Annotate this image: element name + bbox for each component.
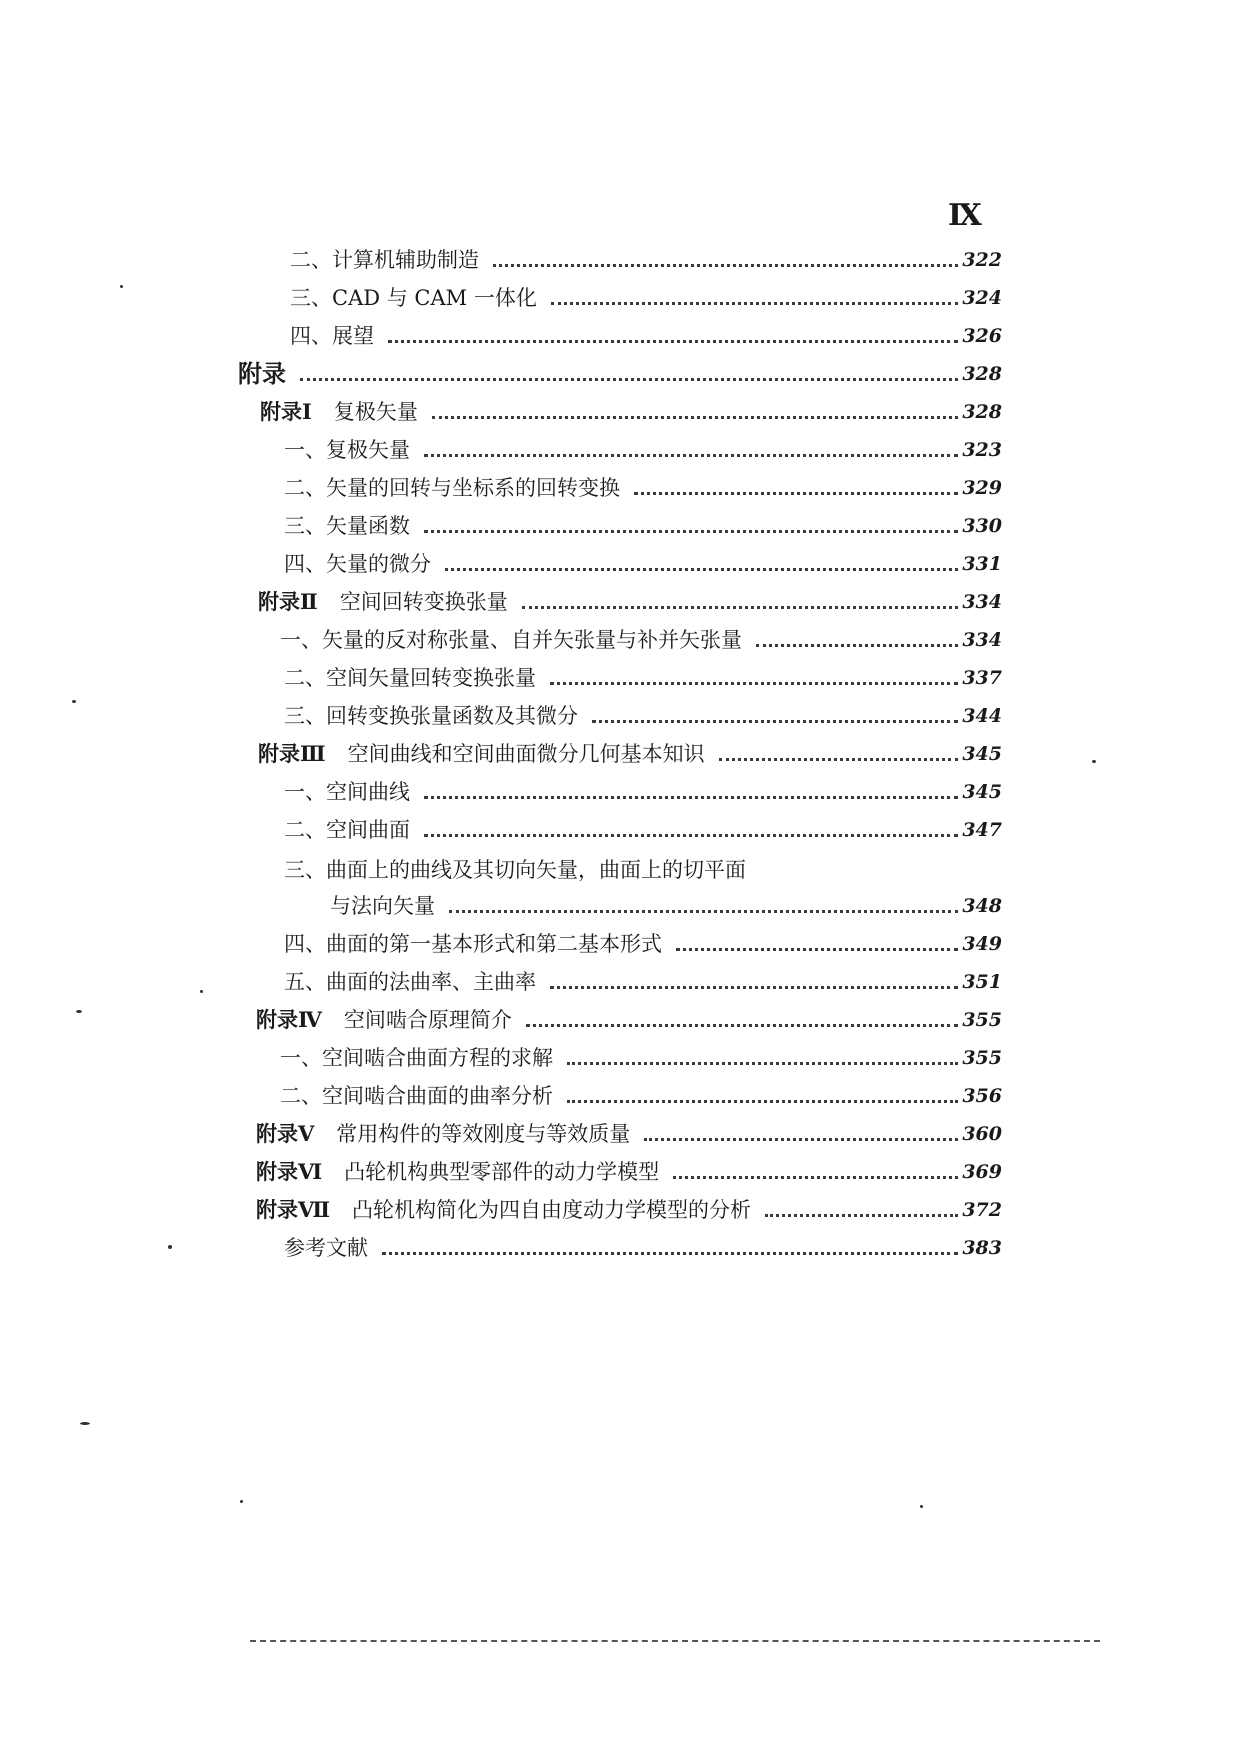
dot-leader [445,568,958,571]
toc-entry [284,698,1002,730]
toc-entry-page: 329 [962,477,1002,499]
scan-speck [168,1245,172,1249]
toc-entry-label: 四、展望 [290,324,374,348]
toc-entry-page: 360 [962,1123,1002,1145]
toc-entry [284,852,1002,884]
toc-entry-page: 322 [962,249,1002,271]
dot-leader [756,644,958,647]
scan-speck [72,700,76,703]
toc-entry [280,622,1002,654]
appendix-number: 附录Ⅴ [256,1121,315,1146]
toc-appendix-entry [258,736,1002,768]
toc-entry-label: 五、曲面的法曲率、主曲率 [284,970,536,994]
toc-entry-page: 323 [962,439,1002,461]
toc-entry-label: 三、回转变换张量函数及其微分 [284,704,578,728]
scan-speck [920,1505,923,1508]
dot-leader [424,530,958,533]
toc-entry [280,1078,1002,1110]
toc-entry [290,318,1002,350]
dot-leader [382,1252,958,1255]
toc-entry-page: 324 [962,287,1002,309]
toc-entry [284,1230,1002,1262]
dot-leader [550,986,958,989]
toc-entry-page: 345 [962,781,1002,803]
toc-entry-label: 空间回转变换张量 [339,590,508,614]
appendix-number: 附录Ⅰ [260,399,312,424]
toc-entry-page: 356 [962,1085,1002,1107]
appendix-number: 附录Ⅳ [256,1007,322,1032]
toc-entry [284,508,1002,540]
toc-entry-page: 349 [962,933,1002,955]
dot-leader [673,1176,958,1179]
appendix-number: 附录Ⅵ [256,1159,323,1184]
toc-entry [284,812,1002,844]
toc-entry-page: 348 [962,895,1002,917]
toc-entry-page: 334 [962,629,1002,651]
toc-entry-label: 一、复极矢量 [284,438,410,462]
toc-entry-page: 347 [962,819,1002,841]
toc-entry-page: 345 [962,743,1002,765]
toc-section-heading [238,356,1002,388]
toc-entry-label: 空间曲线和空间曲面微分几何基本知识 [347,742,705,766]
dot-leader [567,1100,958,1103]
toc-appendix-entry [256,1002,1002,1034]
toc-entry-label: 二、矢量的回转与坐标系的回转变换 [284,476,620,500]
dot-leader [567,1062,958,1065]
dot-leader [300,378,958,381]
scan-speck [200,990,203,993]
toc-entry-page: 331 [962,553,1002,575]
toc-entry-label: 三、CAD 与 CAM 一体化 [290,286,537,310]
dot-leader [719,758,959,761]
scan-speck [80,1422,90,1425]
toc-entry [290,280,1002,312]
bottom-scan-rule [250,1640,1100,1642]
dot-leader [388,340,958,343]
toc-entry-label: 四、曲面的第一基本形式和第二基本形式 [284,932,662,956]
dot-leader [676,948,958,951]
toc-entry [284,470,1002,502]
toc-entry-label: 二、空间啮合曲面的曲率分析 [280,1084,553,1108]
toc-entry-page: 337 [962,667,1002,689]
toc-entry-label: 附录 [238,359,286,388]
toc-entry [284,660,1002,692]
dot-leader [551,302,958,305]
dot-leader [550,682,958,685]
dot-leader [765,1214,958,1217]
dot-leader [424,796,958,799]
toc-entry-label: 参考文献 [284,1236,368,1260]
toc-entry-page: 355 [962,1047,1002,1069]
toc-entry-label: 空间啮合原理简介 [343,1008,512,1032]
toc-entry-label: 与法向矢量 [330,894,435,918]
toc-entry [290,242,1002,274]
dot-leader [526,1024,958,1027]
toc-entry-continuation [330,888,1002,920]
scan-speck [240,1500,243,1503]
dot-leader [424,834,958,837]
toc-entry [284,774,1002,806]
dot-leader [634,492,958,495]
toc-entry-page: 334 [962,591,1002,613]
scan-speck [76,1010,82,1013]
dot-leader [522,606,959,609]
toc-entry-label: 四、矢量的微分 [284,552,431,576]
toc-entry [284,964,1002,996]
toc-appendix-entry [258,584,1002,616]
toc-entry-label: 复极矢量 [333,400,418,424]
toc-entry-label: 一、空间啮合曲面方程的求解 [280,1046,553,1070]
toc-entry-page: 326 [962,325,1002,347]
page-number: Ⅸ [948,198,980,233]
toc-entry [284,926,1002,958]
dot-leader [493,264,958,267]
toc-entry-page: 355 [962,1009,1002,1031]
toc-entry-label: 一、矢量的反对称张量、自并矢张量与补并矢张量 [280,628,742,652]
toc-entry-page: 372 [962,1199,1002,1221]
toc-entry-label: 三、矢量函数 [284,514,410,538]
toc-entry-page: 328 [962,363,1002,385]
toc-entry-label: 凸轮机构典型零部件的动力学模型 [344,1160,660,1184]
toc-entry-page: 330 [962,515,1002,537]
toc-entry-label: 二、计算机辅助制造 [290,248,479,272]
toc-entry-page: 369 [962,1161,1002,1183]
dot-leader [449,910,958,913]
scan-speck [120,285,123,288]
toc-appendix-entry [260,394,1002,426]
toc-entry-page: 328 [962,401,1002,423]
toc-entry-page: 383 [962,1237,1002,1259]
scan-speck [1092,760,1096,763]
appendix-number: 附录Ⅲ [258,741,326,766]
toc-entry-label: 常用构件的等效刚度与等效质量 [336,1122,631,1146]
toc-entry-label: 三、曲面上的曲线及其切向矢量，曲面上的切平面 [284,858,746,882]
toc-entry-label: 凸轮机构简化为四自由度动力学模型的分析 [352,1198,752,1222]
toc-entry-page: 344 [962,705,1002,727]
toc-entry-label: 二、空间矢量回转变换张量 [284,666,536,690]
toc-entry-label: 二、空间曲面 [284,818,410,842]
toc-entry [280,1040,1002,1072]
appendix-number: 附录Ⅶ [256,1197,331,1222]
dot-leader [592,720,958,723]
toc-appendix-entry [256,1154,1002,1186]
dot-leader [644,1138,958,1141]
toc-appendix-entry [256,1192,1002,1224]
toc-entry [284,432,1002,464]
toc-entry-label: 一、空间曲线 [284,780,410,804]
toc-entry [284,546,1002,578]
toc-appendix-entry [256,1116,1002,1148]
dot-leader [424,454,958,457]
appendix-number: 附录Ⅱ [258,589,318,614]
dot-leader [432,416,959,419]
toc-entry-page: 351 [962,971,1002,993]
